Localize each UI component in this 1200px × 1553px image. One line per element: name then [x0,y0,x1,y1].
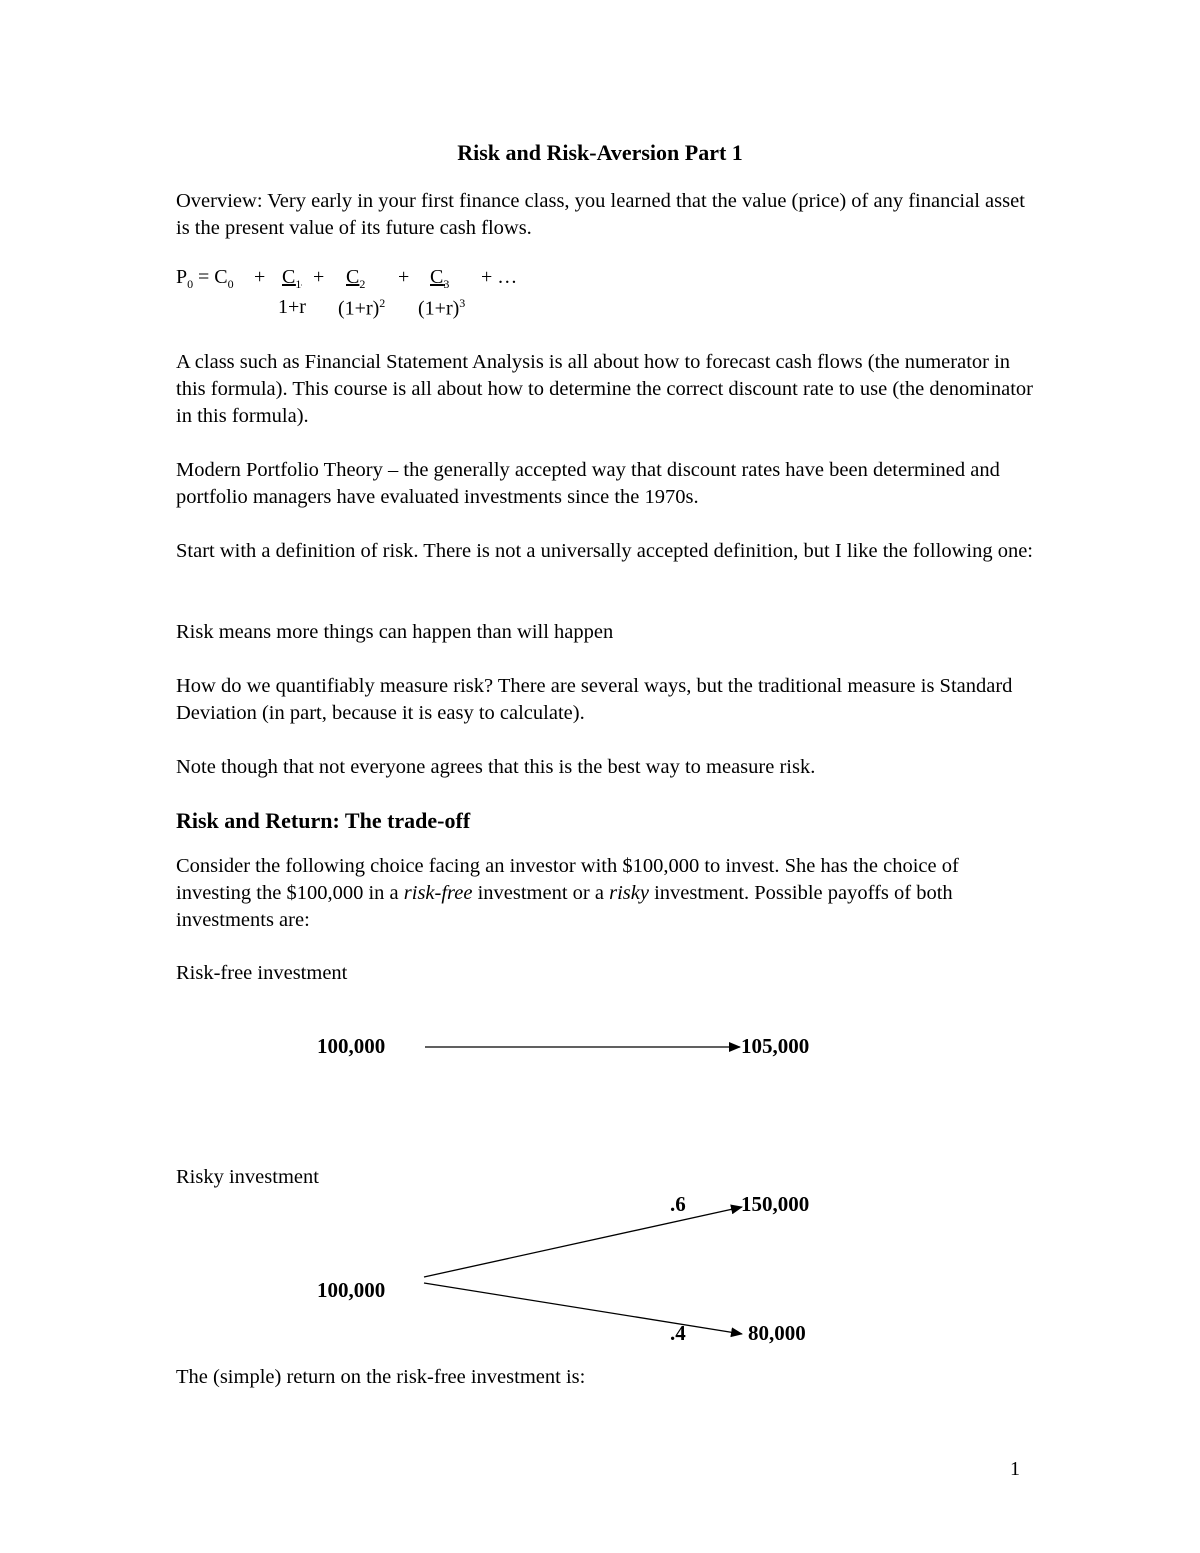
formula-denominator-2: $(1+r)^2$ [338,296,386,320]
risky-up-arrow [424,1207,742,1277]
risky-up-probability: .6 [670,1192,686,1216]
page-number: 1 [1010,1458,1020,1480]
formula-denominator-1: 1+r [278,296,306,318]
formula-lhs: $P_0$ [176,266,194,291]
formula-c3: $C_3$ [430,266,450,291]
risky-down-arrow [424,1283,742,1334]
formula-plus-ellipsis: + … [481,266,518,288]
page-title: Risk and Risk-Aversion Part 1 [457,140,743,165]
consider-paragraph: Consider the following choice facing an investor with $100,000 to invest. She has the choice of investing the $100,000 in a risk-free investment or a risky investment. Possible payoffs of both investments are: [176,855,959,931]
simple-return-text: The (simple) return on the risk-free investment is: [176,1366,586,1388]
measure-paragraph: How do we quantifiably measure risk? There are several ways, but the traditional measure is Standard Deviation (in part, because it is easy to calculate). [176,675,1013,724]
overview-paragraph: Overview: Very early in your first finance class, you learned that the value (price) of any financial asset is the present value of its future cash flows. [176,190,1025,239]
formula-c0: = $C_0$ [198,266,234,291]
formula-denominator-3: $(1+r)^3$ [418,296,466,320]
risky-down-probability: .4 [670,1321,686,1345]
formula-plus-3: + [398,266,410,288]
formula-c2: $C_2$ [346,266,366,291]
riskfree-end-value: 105,000 [741,1034,810,1058]
section-heading-tradeoff: Risk and Return: The trade-off [176,808,471,833]
formula-plus-2: + [313,266,325,288]
risk-definition: Risk means more things can happen than will happen [176,621,614,643]
fsa-paragraph: A class such as Financial Statement Analysis is all about how to forecast cash flows (the numerator in this formula). This course is all about how to determine the correct discount rate to use (the denominator in this formula). [176,351,1033,427]
note-paragraph: Note though that not everyone agrees that this is the best way to measure risk. [176,756,816,778]
risky-up-value: 150,000 [741,1192,810,1216]
risky-down-value: 80,000 [748,1321,806,1345]
mpt-paragraph: Modern Portfolio Theory – the generally accepted way that discount rates have been determined and portfolio managers have evaluated investments since the 1970s. [176,459,1000,508]
definition-paragraph: Start with a definition of risk. There is not a universally accepted definition, but I like the following one: [176,540,1033,562]
risky-start-value: 100,000 [317,1278,386,1302]
formula-c1: $C_1$ [282,266,302,291]
riskfree-start-value: 100,000 [317,1034,386,1058]
riskfree-label: Risk-free investment [176,962,348,984]
risky-label: Risky investment [176,1166,319,1188]
formula-plus-1: + [254,266,266,288]
